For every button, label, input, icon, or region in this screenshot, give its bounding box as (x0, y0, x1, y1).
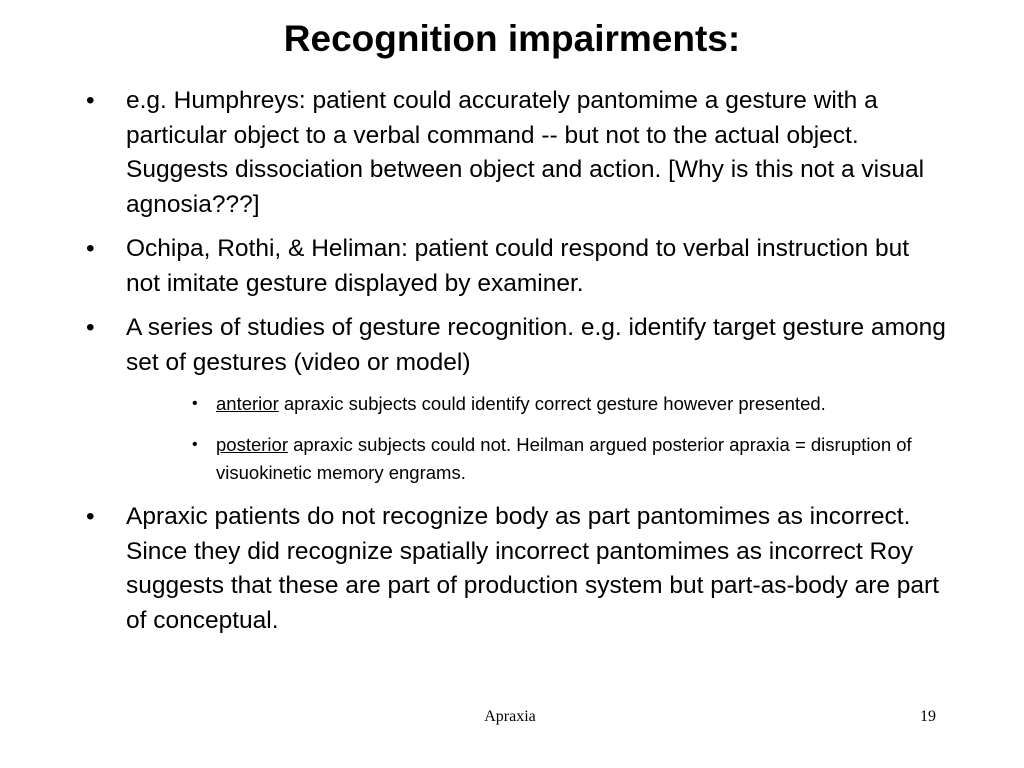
bullet-marker: • (86, 235, 95, 262)
sub-bullet-item (192, 390, 936, 418)
bullet-item (86, 84, 946, 222)
footer-title: Apraxia (484, 708, 536, 725)
bullet-marker: • (86, 503, 95, 530)
sub-bullet-text: apraxic subjects could identify correct gesture however presented. (278, 393, 826, 414)
bullet-item (86, 311, 946, 380)
sub-bullet-item (192, 431, 936, 487)
bullet-marker: • (86, 87, 95, 114)
bullet-text: Ochipa, Rothi, & Heliman: patient could respond to verbal instruction but not imitate gesture displayed by examiner. (126, 235, 910, 297)
bullet-text: Apraxic patients do not recognize body as part pantomimes as incorrect. Since they did recognize spatially incorrect pantomimes as incorrect Roy suggests that these are part of production system but part-as-body are part of conceptual. (126, 503, 940, 634)
bullet-item (86, 500, 946, 638)
sub-bullet-marker: • (192, 436, 198, 453)
bullet-item (86, 232, 946, 301)
sub-bullet-text: apraxic subjects could not. Heilman argued posterior apraxia = disruption of visuokinetic memory engrams. (216, 434, 912, 483)
bullet-text: A series of studies of gesture recognition. e.g. identify target gesture among set of gestures (video or model) (126, 314, 946, 376)
sub-bullet-term: posterior (216, 434, 288, 455)
bullet-text: e.g. Humphreys: patient could accurately pantomime a gesture with a particular object to a verbal command -- but not to the actual object. Suggests dissociation between object and action. [Why is this not a visual agnosia???] (126, 87, 925, 218)
sub-bullet-term: anterior (216, 393, 279, 414)
slide-title: Recognition impairments: (283, 18, 741, 59)
page-number: 19 (920, 708, 936, 725)
slide-body (86, 84, 946, 648)
bullet-marker: • (86, 314, 95, 341)
sub-bullet-marker: • (192, 395, 198, 412)
